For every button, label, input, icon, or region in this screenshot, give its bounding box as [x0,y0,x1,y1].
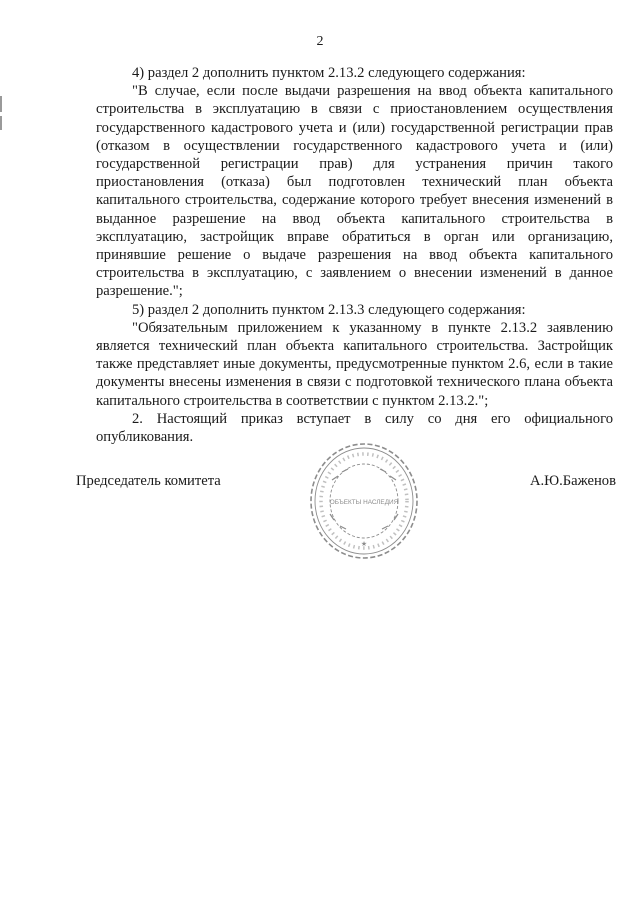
paragraph-effective-date: 2. Настоящий приказ вступает в силу со дня его официального опубликования. [96,410,613,446]
paragraph-item-5: 5) раздел 2 дополнить пунктом 2.13.3 следующего содержания: [132,301,526,318]
paragraph-clause-2-13-2: "В случае, если после выдачи разрешения на ввод объекта капитального строительства в эксплуатацию в связи с приостановлением осуществления государственного кадастрового учета и (или) государственной регистрации прав (отказом в осуществлении государственного кадастрового учета и (или) государственной регистрации прав) для устранения причин такого приостановления (отказа) был подготовлен технический план объекта капитального строительства, содержание которого требует внесения изменений в выданное разрешение на ввод объекта капитального строительства в эксплуатацию, застройщик вправе обратиться в орган или организацию, принявшие решение о выдаче разрешения на ввод объекта капитального строительства в эксплуатацию, с заявлением о внесении изменений в данное разрешение."; [96,83,613,300]
paragraph-item-4: 4) раздел 2 дополнить пунктом 2.13.2 следующего содержания: [132,65,526,81]
scan-margin-mark [0,96,2,112]
svg-text:ОБЪЕКТЫ НАСЛЕДИЯ: ОБЪЕКТЫ НАСЛЕДИЯ [329,499,399,506]
page-number: 2 [316,34,324,49]
scan-margin-mark [0,116,2,130]
svg-text:★: ★ [360,541,368,548]
signature-block [76,440,616,570]
signatory-name: А.Ю.Баженов [529,473,616,489]
signatory-title: Председатель комитета [76,473,221,489]
paragraph-clause-2-13-3: "Обязательным приложением к указанному в пункте 2.13.2 заявлению является технический план объекта капитального строительства. Застройщик также представляет иные документы, предусмотренные пунктом 2.6, если в такие документы внесены изменения в связи с подготовкой технического плана объекта капитального строительства в соответствии с пунктом 2.13.2."; [96,319,613,409]
official-seal-stamp [308,440,420,562]
document-body [96,64,613,446]
